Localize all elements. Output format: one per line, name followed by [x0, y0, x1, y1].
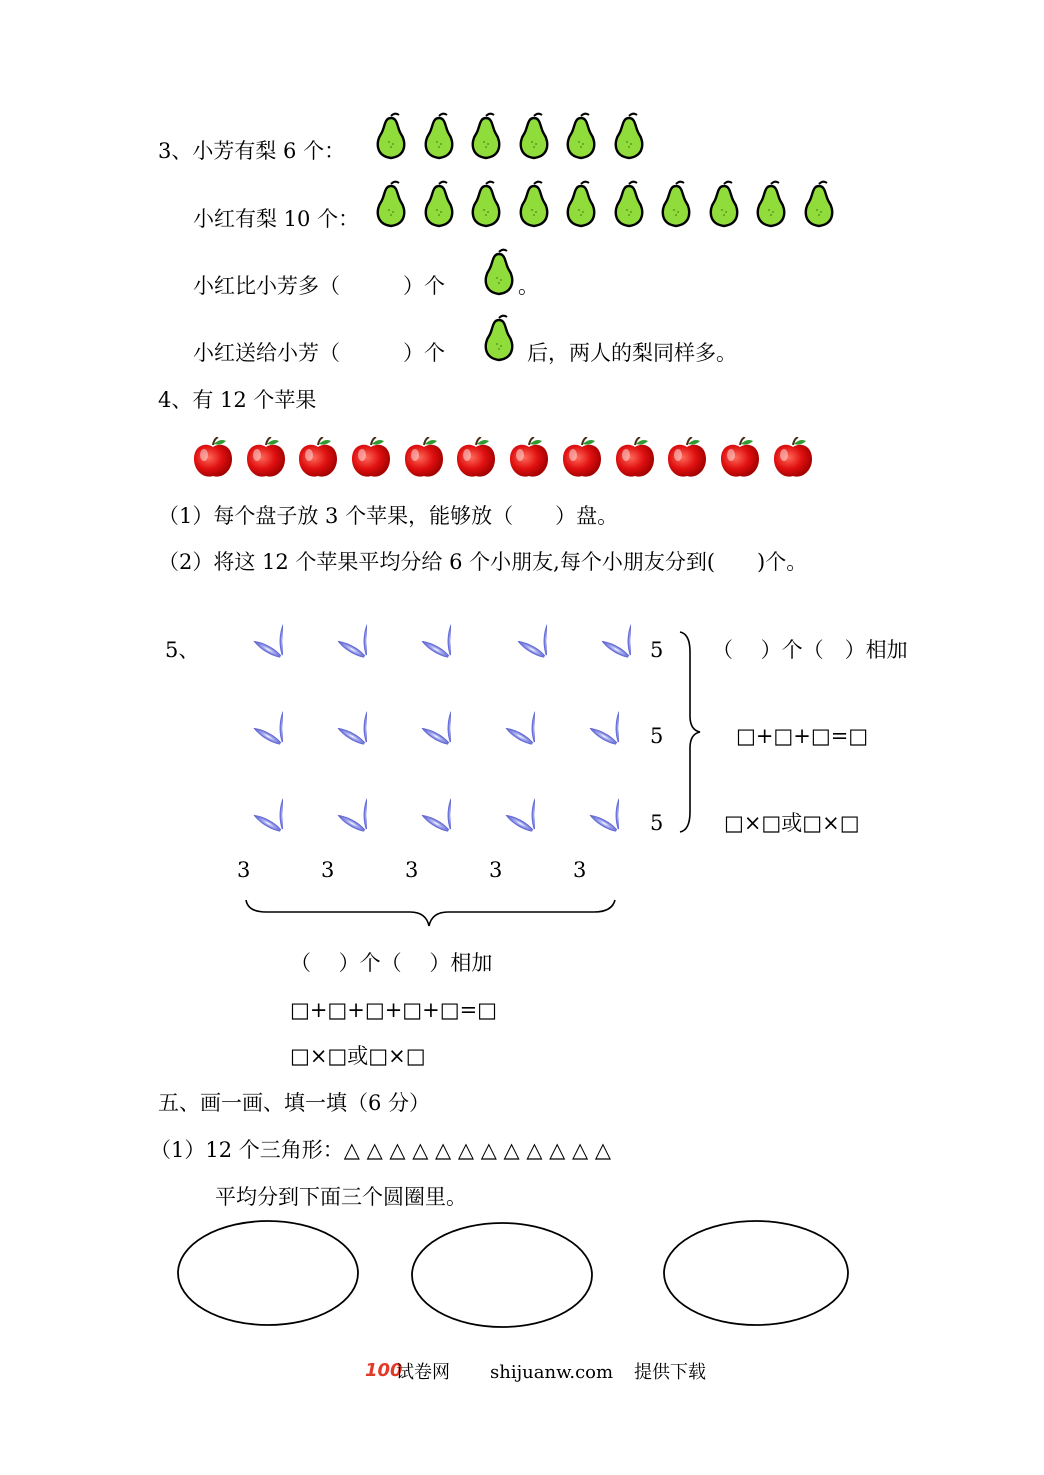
- flower-icon: [477, 588, 547, 658]
- flower-icon: [465, 762, 535, 832]
- q3-line-hong: 小红有梨 10 个：: [193, 207, 360, 231]
- footer-note: 提供下载: [634, 1362, 706, 1383]
- apple-icon: [772, 437, 814, 479]
- apple-icon: [719, 437, 761, 479]
- apple-icon: [561, 437, 603, 479]
- row-count: 5: [650, 638, 664, 662]
- pear-icon: [562, 112, 600, 160]
- apple-icon: [614, 437, 656, 479]
- pear-icon: [372, 180, 410, 228]
- flower-icon: [561, 588, 631, 658]
- bottom-brace: [244, 896, 618, 930]
- bottom-line1: （ ）个（ ）相加: [290, 951, 493, 975]
- fang-pears-row: [372, 112, 657, 160]
- apple-icon: [297, 437, 339, 479]
- apple-icon: [508, 437, 550, 479]
- section5-item1: （1）12 个三角形：△ △ △ △ △ △ △ △ △ △ △ △: [150, 1138, 611, 1162]
- flower-icon: [465, 675, 535, 745]
- col-count: 3: [489, 858, 503, 882]
- pear-icon: [480, 314, 518, 362]
- row-count: 5: [650, 724, 664, 748]
- pear-icon: [610, 112, 648, 160]
- col-count: 3: [237, 858, 251, 882]
- pear-icon: [467, 112, 505, 160]
- answer-circles: [0, 1215, 1044, 1335]
- q4-sub2: （2）将这 12 个苹果平均分给 6 个小朋友,每个小朋友分到( )个。: [158, 550, 808, 574]
- flower-icon: [297, 675, 367, 745]
- pear-icon: [752, 180, 790, 228]
- q3-more-period: 。: [518, 274, 539, 298]
- flower-icon: [213, 588, 283, 658]
- flower-icon: [381, 588, 451, 658]
- q3-give-rest: 后，两人的梨同样多。: [527, 341, 737, 365]
- q3-give-pear: [480, 314, 518, 362]
- flower-icon: [549, 762, 619, 832]
- apple-icon: [403, 437, 445, 479]
- pear-icon: [467, 180, 505, 228]
- answer-circle: [664, 1221, 848, 1325]
- q3-give-text: 小红送给小芳（ ）个: [193, 341, 445, 365]
- pear-icon: [705, 180, 743, 228]
- q3-more-pear: [480, 248, 518, 296]
- footer-site-name: 试卷网: [396, 1362, 450, 1383]
- row-count: 5: [650, 811, 664, 835]
- flower-icon: [297, 762, 367, 832]
- pear-icon: [610, 180, 648, 228]
- answer-circle: [412, 1223, 592, 1327]
- flower-icon: [213, 675, 283, 745]
- apple-icon: [350, 437, 392, 479]
- pear-icon: [372, 112, 410, 160]
- section5-item1b: 平均分到下面三个圆圈里。: [215, 1185, 467, 1209]
- pear-icon: [420, 112, 458, 160]
- pear-icon: [515, 112, 553, 160]
- q3-more-text: 小红比小芳多（ ）个: [193, 274, 445, 298]
- right-line2: □+□+□=□: [736, 724, 869, 748]
- col-count: 3: [405, 858, 419, 882]
- bottom-line2: □+□+□+□+□=□: [290, 998, 498, 1022]
- pear-icon: [657, 180, 695, 228]
- footer-domain[interactable]: shijuanw.com: [490, 1362, 614, 1383]
- answer-circle: [178, 1221, 358, 1325]
- apple-icon: [666, 437, 708, 479]
- q3-line-fang: 3、小芳有梨 6 个：: [158, 139, 346, 163]
- flower-icon: [213, 762, 283, 832]
- q4-sub1: （1）每个盘子放 3 个苹果，能够放（ ）盘。: [158, 504, 619, 528]
- pear-icon: [562, 180, 600, 228]
- apple-icon: [192, 437, 234, 479]
- right-line1: （ ）个（ ）相加: [712, 638, 908, 662]
- hong-pears-row: [372, 180, 847, 228]
- flower-icon: [381, 762, 451, 832]
- q5-label: 5、: [165, 638, 200, 662]
- col-count: 3: [321, 858, 335, 882]
- q4-title: 4、有 12 个苹果: [158, 388, 317, 412]
- right-brace: [676, 630, 704, 834]
- col-count: 3: [573, 858, 587, 882]
- apple-icon: [455, 437, 497, 479]
- flower-icon: [381, 675, 451, 745]
- section5-title: 五、画一画、填一填（6 分）: [158, 1091, 431, 1115]
- right-line3: □×□或□×□: [724, 811, 860, 835]
- bottom-line3: □×□或□×□: [290, 1044, 426, 1068]
- flower-icon: [549, 675, 619, 745]
- pear-icon: [480, 248, 518, 296]
- pear-icon: [515, 180, 553, 228]
- pear-icon: [420, 180, 458, 228]
- apples-row: [192, 437, 824, 479]
- site-logo: 100: [365, 1360, 403, 1381]
- flower-icon: [297, 588, 367, 658]
- pear-icon: [800, 180, 838, 228]
- apple-icon: [245, 437, 287, 479]
